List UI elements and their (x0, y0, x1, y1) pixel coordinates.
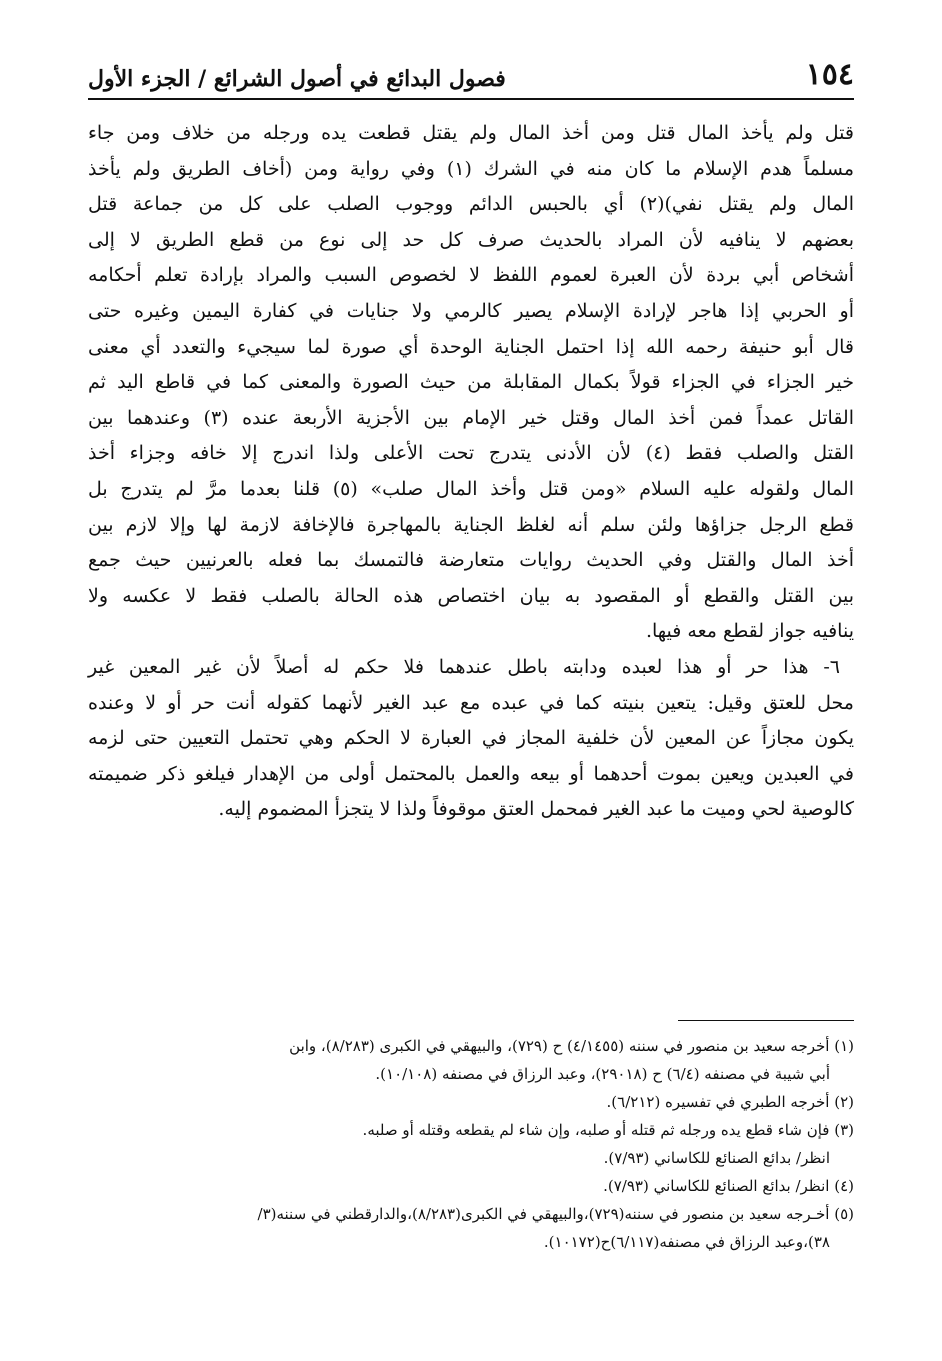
text-line: كالوصية لحي وميت ما عبد الغير فمحمل العتق موقوفاً ولذا لا يتجزأ المضموم إليه. (218, 798, 854, 821)
text-line: في العبدين ويعين بموت أحدهما أو بيعه والعمل بالمحتمل أولى من الإهدار فيلغو ذكر ضميمته (88, 762, 854, 785)
text-line: قال أبو حنيفة رحمه الله إذا احتمل الجناية الوحدة أي صورة لما سيجيء والتعدد أي معنى (88, 335, 854, 358)
running-title: فصول البدائع في أصول الشرائع / الجزء الأول (88, 66, 506, 92)
text-line: قطع الرجل جزاؤها ولئن سلم أنه لغلظ الجناية بالمهاجرة فالإخافة لازمة لها وإلا لازم بين (88, 513, 854, 536)
text-line: مسلماً هدم الإسلام ما كان منه في الشرك (١) وفي رواية ومن (أخاف الطريق ولم يأخذ (88, 157, 854, 180)
footnote-4 (88, 1172, 854, 1200)
text-line: قتل ولم يأخذ المال قتل ومن أخذ المال ولم يقتل قطعت يده ورجله من خلاف ومن جاء (88, 122, 854, 144)
footnote-line: (٤) انظر/ بدائع الصنائع للكاساني (٧/٩٣). (603, 1177, 854, 1195)
page-header (88, 52, 854, 100)
text-line: أشخاص أبي بردة لأن العبرة لعموم اللفظ لا لخصوص السبب والمراد بإرادة تعلم أحكامه (88, 264, 854, 287)
page-number: ١٥٤ (805, 57, 854, 92)
text-line: ٦- هذا حر أو هذا لعبده ودابته باطل عندهما فلا حكم له أصلاً لأن غير المعين غير (88, 655, 840, 678)
text-line: القاتل عمداً فمن أخذ المال وقتل خير الإمام بين الأجزية الأربعة عنده (٣) وعندهما بين (88, 406, 854, 429)
footnote-line: أبي شيبة في مصنفه (٦/٤) ح (٢٩٠١٨)، وعبد الرزاق في مصنفه (١٠/١٠٨). (375, 1065, 830, 1083)
footnote-line: (١) أخرجه سعيد بن منصور في سننه (٤/١٤٥٥) ح (٧٢٩)، والبيهقي في الكبرى (٨/٢٨٣)، وابن (289, 1037, 854, 1055)
main-text (88, 116, 854, 828)
text-line: يكون مجازاً عن المعين لأن خلفية المجاز في العبارة لا الحكم وهي تحتمل التعيين حتى لزمه (88, 727, 854, 750)
footnote-line: (٣) فإن شاء قطع يده ورجله ثم قتله أو صلبه، وإن شاء لم يقطعه وقتله أو صلبه. (362, 1121, 854, 1139)
text-line: القتل والصلب فقط (٤) لأن الأدنى يتدرج تحت الأعلى ولذا اندرج إلا خافه وجزاء أخذ (88, 442, 854, 465)
text-line: المال ولم يقتل نفي)(٢) أي بالحبس الدائم ووجوب الصلب على كل من جماعة قتل (88, 193, 854, 216)
text-line: محل للعتق وقيل: يتعين بنيته كما في عبده مع عبد الغير لأنهما كقوله أنت حر أو لا وعنده (88, 691, 854, 714)
footnote-line: (٥) أخـرجه سعيد بن منصور في سننه(٧٢٩)،والبيهقي في الكبرى(٨/٢٨٣)،والدارقطني في سننه(٣/ (257, 1205, 854, 1223)
text-line: أخذ المال والقتل وفي الحديث روايات متعارضة فالتمسك بما فعله بالعرنيين حيث جمع (88, 549, 854, 572)
footnote-separator (678, 1020, 854, 1021)
text-line: خير الجزاء في الجزاء قولاً بكمال المقابلة من حيث الصورة والمعنى كما في قاطع اليد ثم (88, 371, 854, 394)
footnote-5 (88, 1200, 854, 1256)
footnote-1 (88, 1032, 854, 1088)
footnote-line: ٣٨)،وعبد الرزاق في مصنفه(٦/١١٧)ح(١٠١٧٢). (543, 1233, 830, 1251)
footnotes (88, 1032, 854, 1256)
text-line: ينافيه جواز لقطع معه فيها. (645, 620, 854, 643)
text-line: بعضهم لا ينافيه لأن المراد بالحديث صرف كل حد إلى نوع من قطع الطريق لا إلى (88, 228, 854, 251)
footnote-3 (88, 1116, 854, 1172)
footnote-line: انظر/ بدائع الصنائع للكاساني (٧/٩٣). (603, 1149, 830, 1167)
footnote-2 (88, 1088, 854, 1116)
text-line: أو الحربي إذا هاجر لإرادة الإسلام يصير كالرمي ولا جنايات في كفارة اليمين وغيره حتى (88, 299, 854, 322)
text-line: بين القتل والقطع أو المقصود به بيان اختصاص هذه الحالة بالصلب فقط لا عكسه ولا (88, 584, 854, 607)
text-line: المال ولقوله عليه السلام «ومن قتل وأخذ المال صلب» (٥) قلنا بعدما مرَّ لم يتدرج بل (88, 477, 854, 500)
footnote-line: (٢) أخرجه الطبري في تفسيره (٦/٢١٢). (606, 1093, 854, 1111)
